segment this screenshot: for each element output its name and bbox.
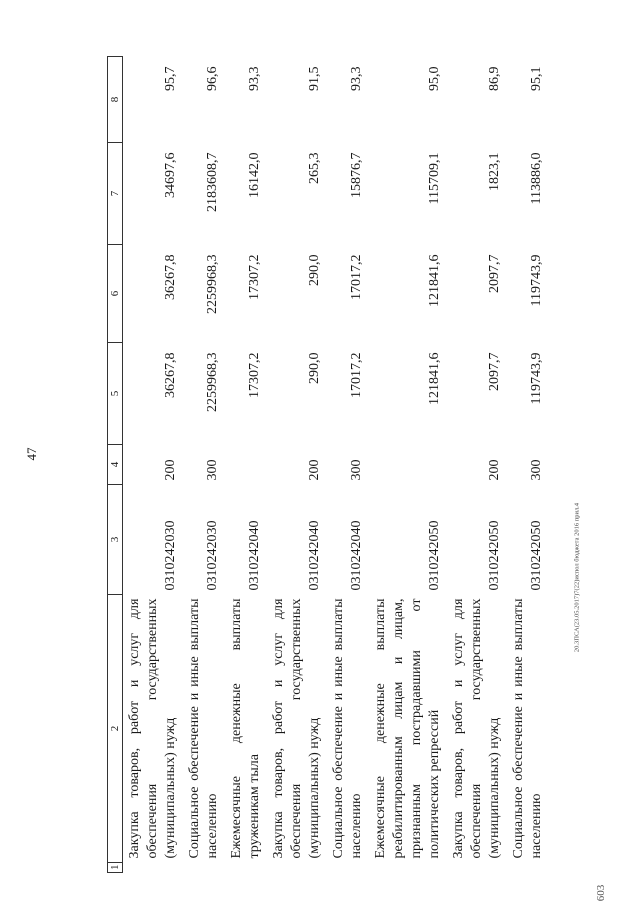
row-expense-type: 200 (307, 459, 322, 481)
column-number: 3 (108, 485, 123, 595)
row-description: Закупка товаров, работ и услуг для обеспечения государственных (муниципальных) нужд (451, 598, 502, 859)
row-expense-type (225, 445, 267, 485)
row-description: Ежемесячные денежные выплаты труженикам тыла (229, 598, 262, 859)
row-value-col6: 17017,2 (349, 254, 364, 300)
row-percent: 95,7 (163, 66, 178, 91)
table-row (369, 57, 447, 873)
column-number: 4 (108, 445, 123, 485)
row-value-col5: 17017,2 (349, 352, 364, 398)
table-row (123, 57, 184, 873)
row-code: 0310242040 (307, 520, 322, 591)
row-value-col7: 2183608,7 (205, 152, 220, 212)
row-value-col7: 113886,0 (529, 152, 544, 205)
row-expense-type: 200 (163, 459, 178, 481)
row-value-col5: 2097,7 (487, 352, 502, 391)
row-code: 0310242050 (427, 520, 442, 591)
row-value-col5: 121841,6 (427, 352, 442, 405)
row-value-col6: 2097,7 (487, 254, 502, 293)
row-percent: 95,0 (427, 66, 442, 91)
row-code: 0310242040 (247, 520, 262, 591)
page-number: 47 (24, 447, 39, 461)
row-value-col6: 2259968,3 (205, 254, 220, 314)
row-value-col7: 1823,1 (487, 152, 502, 191)
row-code: 0310242050 (529, 520, 544, 591)
row-value-col7: 265,3 (307, 152, 322, 184)
row-description: Закупка товаров, работ и услуг для обеспечения государственных (муниципальных) нужд (127, 598, 178, 859)
row-value-col5: 2259968,3 (205, 352, 220, 412)
table-row (447, 57, 507, 873)
row-value-col5: 36267,8 (163, 352, 178, 398)
budget-table (107, 56, 549, 873)
row-percent: 95,1 (529, 66, 544, 91)
row-value-col5: 290,0 (307, 352, 322, 384)
row-percent: 96,6 (205, 66, 220, 91)
row-percent: 93,3 (247, 66, 262, 91)
column-number: 6 (108, 245, 123, 343)
row-value-col5: 17307,2 (247, 352, 262, 398)
row-value-col7: 34697,6 (163, 152, 178, 198)
row-expense-type: 200 (487, 459, 502, 481)
table-row (327, 57, 369, 873)
row-percent: 86,9 (487, 66, 502, 91)
column-number: 1 (108, 863, 123, 873)
table-row (183, 57, 225, 873)
row-code: 0310242050 (487, 520, 502, 591)
row-description: Социальное обеспечение и иные выплаты населению (331, 598, 364, 859)
row-percent: 93,3 (349, 66, 364, 91)
row-value-col6: 36267,8 (163, 254, 178, 300)
row-value-col6: 290,0 (307, 254, 322, 286)
row-value-col6: 17307,2 (247, 254, 262, 300)
row-expense-type (369, 445, 447, 485)
row-expense-type: 300 (205, 459, 220, 481)
column-number: 7 (108, 143, 123, 245)
table-row (507, 57, 549, 873)
row-value-col6: 121841,6 (427, 254, 442, 307)
row-expense-type: 300 (349, 459, 364, 481)
row-percent: 91,5 (307, 66, 322, 91)
row-code: 0310242040 (349, 520, 364, 591)
row-value-col6: 119743,9 (529, 254, 544, 307)
rotated-table-area (107, 57, 574, 873)
row-value-col5: 119743,9 (529, 352, 544, 405)
row-code: 0310242030 (163, 520, 178, 591)
footer-file-note: 20.3ПСА(23.05.2017)7(22)испол бюджета 2016 прил.4 (573, 502, 581, 653)
column-number: 8 (108, 57, 123, 143)
row-description: Ежемесячные денежные выплаты реабилитированным лицам и лицам, признанным пострадавшими от политических репрессий (373, 598, 442, 859)
table-row (225, 57, 267, 873)
row-description: Социальное обеспечение и иные выплаты населению (187, 598, 220, 859)
row-description: Закупка товаров, работ и услуг для обеспечения государственных (муниципальных) нужд (271, 598, 322, 859)
column-number: 2 (108, 595, 123, 863)
row-value-col7: 15876,7 (349, 152, 364, 198)
table-row (267, 57, 327, 873)
row-expense-type: 300 (529, 459, 544, 481)
row-description: Социальное обеспечение и иные выплаты населению (511, 598, 544, 859)
row-value-col7: 115709,1 (427, 152, 442, 205)
column-number-row (108, 57, 123, 873)
row-value-col7: 16142,0 (247, 152, 262, 198)
column-number: 5 (108, 343, 123, 445)
corner-sheet-number: 603 (595, 884, 607, 902)
row-code: 0310242030 (205, 520, 220, 591)
